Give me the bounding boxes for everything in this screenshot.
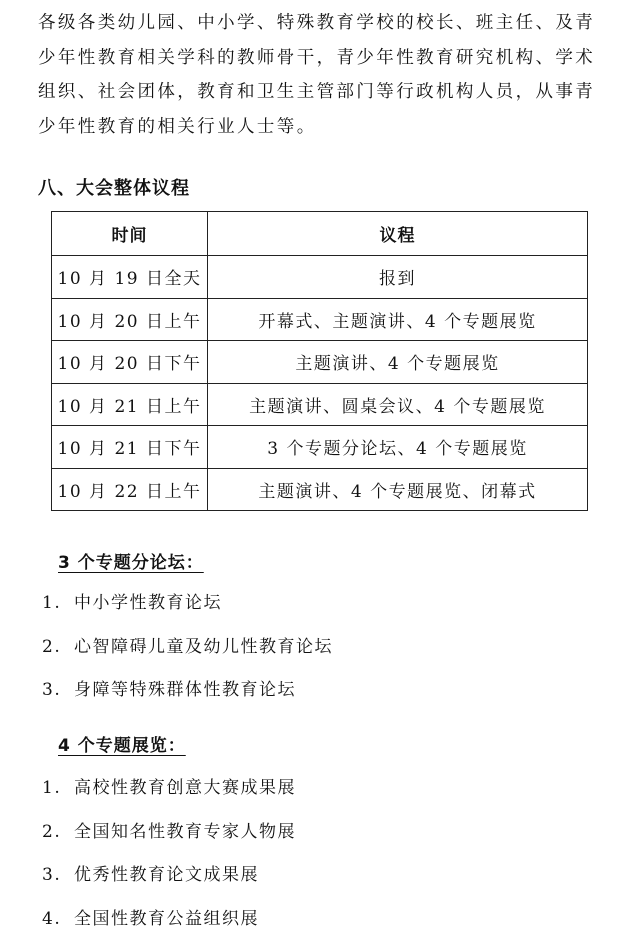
list-item-number: 3. bbox=[42, 675, 74, 705]
agenda-time-cell: 10 月 22 日上午 bbox=[52, 468, 208, 511]
table-row bbox=[52, 298, 588, 341]
agenda-item-cell: 报到 bbox=[208, 256, 588, 299]
agenda-time-cell: 10 月 20 日下午 bbox=[52, 341, 208, 384]
list-item bbox=[42, 817, 296, 861]
intro-paragraph bbox=[38, 6, 618, 144]
table-row bbox=[52, 426, 588, 469]
list-item-number: 2. bbox=[42, 632, 74, 662]
table-row bbox=[52, 341, 588, 384]
intro-line: 各级各类幼儿园、中小学、特殊教育学校的校长、班主任、及青 bbox=[38, 6, 618, 41]
agenda-item-cell: 3 个专题分论坛、4 个专题展览 bbox=[208, 426, 588, 469]
intro-line: 组织、社会团体，教育和卫生主管部门等行政机构人员，从事青 bbox=[38, 75, 618, 110]
table-row bbox=[52, 256, 588, 299]
forums-list bbox=[42, 588, 333, 719]
list-item bbox=[42, 904, 296, 947]
agenda-item-cell: 主题演讲、4 个专题展览 bbox=[208, 341, 588, 384]
list-item-text: 中小学性教育论坛 bbox=[74, 593, 222, 613]
agenda-table bbox=[51, 211, 588, 511]
forums-subheading: 3 个专题分论坛： bbox=[58, 548, 204, 573]
list-item bbox=[42, 773, 296, 817]
list-item-text: 身障等特殊群体性教育论坛 bbox=[74, 680, 296, 700]
list-item-number: 3. bbox=[42, 860, 74, 890]
list-item-number: 4. bbox=[42, 904, 74, 934]
agenda-header-time: 时间 bbox=[52, 212, 208, 256]
list-item-text: 全国性教育公益组织展 bbox=[74, 909, 259, 929]
list-item bbox=[42, 675, 333, 719]
list-item-text: 全国知名性教育专家人物展 bbox=[74, 822, 296, 842]
agenda-time-cell: 10 月 19 日全天 bbox=[52, 256, 208, 299]
list-item-text: 心智障碍儿童及幼儿性教育论坛 bbox=[74, 637, 333, 657]
list-item bbox=[42, 588, 333, 632]
exhibitions-list bbox=[42, 773, 296, 947]
section-heading: 八、大会整体议程 bbox=[38, 174, 190, 200]
agenda-time-cell: 10 月 21 日下午 bbox=[52, 426, 208, 469]
agenda-item-cell: 主题演讲、圆桌会议、4 个专题展览 bbox=[208, 383, 588, 426]
list-item-number: 2. bbox=[42, 817, 74, 847]
intro-line: 少年性教育相关学科的教师骨干，青少年性教育研究机构、学术 bbox=[38, 41, 618, 76]
agenda-item-cell: 开幕式、主题演讲、4 个专题展览 bbox=[208, 298, 588, 341]
agenda-item-cell: 主题演讲、4 个专题展览、闭幕式 bbox=[208, 468, 588, 511]
list-item-number: 1. bbox=[42, 588, 74, 618]
list-item-text: 高校性教育创意大赛成果展 bbox=[74, 778, 296, 798]
intro-line: 少年性教育的相关行业人士等。 bbox=[38, 110, 618, 145]
agenda-time-cell: 10 月 21 日上午 bbox=[52, 383, 208, 426]
exhibitions-subheading: 4 个专题展览： bbox=[58, 731, 186, 756]
list-item-number: 1. bbox=[42, 773, 74, 803]
list-item bbox=[42, 632, 333, 676]
table-row bbox=[52, 468, 588, 511]
list-item bbox=[42, 860, 296, 904]
agenda-header-item: 议程 bbox=[208, 212, 588, 256]
agenda-header-row bbox=[52, 212, 588, 256]
list-item-text: 优秀性教育论文成果展 bbox=[74, 865, 259, 885]
table-row bbox=[52, 383, 588, 426]
agenda-time-cell: 10 月 20 日上午 bbox=[52, 298, 208, 341]
